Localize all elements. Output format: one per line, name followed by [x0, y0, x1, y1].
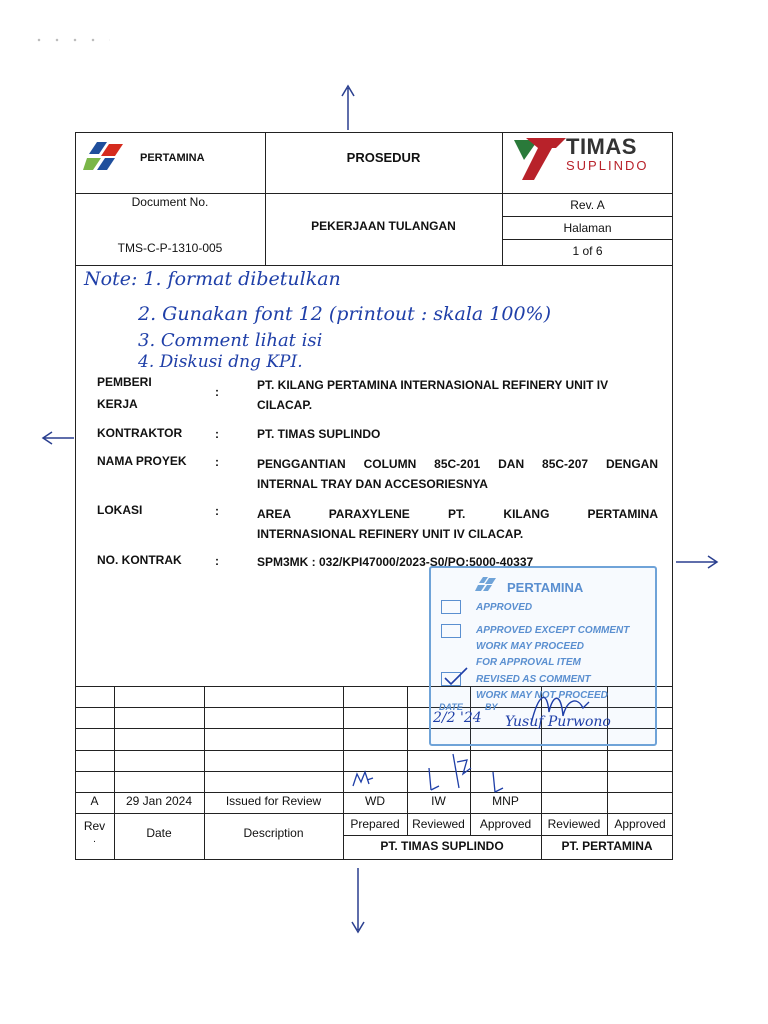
pemberi-value-2: CILACAP.	[257, 398, 313, 412]
rev-row-rev: A	[90, 794, 99, 808]
rev-table-h-7	[75, 813, 673, 814]
nama-proyek-value-1: PENGGANTIAN COLUMN 85C-201 DAN 85C-207 DENGAN	[257, 457, 658, 471]
arrow-up-icon	[338, 80, 358, 132]
lokasi-value-1: AREA PARAXYLENE PT. KILANG PERTAMINA	[257, 507, 658, 521]
stamp-opt-approved-except: APPROVED EXCEPT COMMENT	[476, 625, 630, 636]
header-h-4	[502, 239, 673, 240]
page-number: 1 of 6	[572, 244, 603, 258]
document-no-value: TMS-C-P-1310-005	[117, 241, 223, 255]
timas-logo-icon	[512, 136, 568, 182]
initial-signatures	[343, 752, 543, 794]
rev-header-approved-2: Approved	[614, 817, 666, 831]
checkmark-icon	[443, 666, 469, 686]
no-kontrak-value: SPM3MK : 032/KPI47000/2023-S0/PO:5000-40337	[257, 555, 534, 569]
kontraktor-label: KONTRAKTOR	[97, 426, 183, 440]
nama-proyek-sep: :	[215, 455, 219, 469]
header-bottom	[75, 265, 673, 266]
header-h-3	[502, 216, 673, 217]
rev-header-reviewed: Reviewed	[412, 817, 465, 831]
no-kontrak-label: NO. KONTRAK	[97, 553, 182, 567]
lokasi-value-2: INTERNASIONAL REFINERY UNIT IV CILACAP.	[257, 527, 524, 541]
pemberi-value-1: PT. KILANG PERTAMINA INTERNASIONAL REFINERY UNIT IV	[257, 378, 609, 392]
rev-label: Rev. A	[570, 198, 605, 212]
rev-row-approved: MNP	[492, 794, 519, 808]
stamp-signature	[527, 686, 597, 730]
stamp-by-label: BY	[485, 702, 498, 712]
document-subtitle: PEKERJAAN TULANGAN	[311, 219, 456, 233]
stamp-brand: PERTAMINA	[507, 580, 584, 595]
arrow-left-icon	[40, 428, 76, 448]
scan-specks	[30, 38, 110, 42]
rev-table-h-4	[75, 750, 673, 751]
handwritten-note-line-4: 4. Diskusi dng KPI.	[138, 352, 303, 372]
nama-proyek-label: NAMA PROYEK	[97, 454, 187, 468]
stamp-opt-work-may-proceed: WORK MAY PROCEED	[476, 641, 584, 652]
rev-header-date: Date	[146, 826, 172, 840]
rev-table-h-8	[343, 835, 673, 836]
pemberi-label-2: KERJA	[97, 397, 138, 411]
stamp-opt-revised: REVISED AS COMMENT	[476, 674, 591, 685]
approval-stamp	[429, 566, 657, 746]
rev-row-prepared: WD	[365, 794, 385, 808]
kontraktor-sep: :	[215, 427, 219, 441]
rev-header-dot: .	[93, 834, 96, 845]
stamp-pertamina-logo-icon	[475, 576, 503, 594]
rev-header-description: Description	[243, 826, 304, 840]
rev-row-reviewed: IW	[431, 794, 446, 808]
handwritten-note-line-3: 3. Comment lihat isi	[138, 330, 323, 351]
footer-owner: PT. PERTAMINA	[561, 839, 653, 853]
stamp-date-label: DATE	[439, 702, 463, 712]
stamp-by-value: Yusuf Purwono	[505, 714, 611, 730]
stamp-checkbox-approved-except	[441, 624, 461, 638]
stamp-date-value: 2/2 '24	[433, 710, 482, 726]
rev-header-reviewed-2: Reviewed	[547, 817, 601, 831]
document-title: PROSEDUR	[346, 150, 421, 165]
document-no-label: Document No.	[131, 195, 209, 209]
rev-row-description: Issued for Review	[225, 794, 322, 808]
nama-proyek-value-2: INTERNAL TRAY DAN ACCESORIESNYA	[257, 477, 488, 491]
stamp-checkbox-approved	[441, 600, 461, 614]
arrow-right-icon	[674, 552, 720, 572]
handwritten-note-line-2: 2. Gunakan font 12 (printout : skala 100%)	[138, 303, 552, 325]
header-h-2	[265, 193, 673, 194]
no-kontrak-sep: :	[215, 554, 219, 568]
rev-header-prepared: Prepared	[350, 817, 400, 831]
pertamina-logo-text: PERTAMINA	[140, 152, 205, 164]
halaman-label: Halaman	[563, 221, 612, 235]
stamp-opt-for-approval: FOR APPROVAL ITEM	[476, 657, 581, 668]
stamp-opt-approved: APPROVED	[476, 602, 533, 613]
arrow-down-icon	[348, 866, 368, 936]
lokasi-sep: :	[215, 504, 219, 518]
stamp-opt-work-may-not-proceed: WORK MAY NOT PROCEED	[476, 690, 608, 701]
pemberi-sep: :	[215, 385, 219, 399]
lokasi-label: LOKASI	[97, 503, 143, 517]
handwritten-note-line-1: Note: 1. format dibetulkan	[84, 268, 341, 290]
pertamina-logo-icon	[83, 140, 135, 174]
timas-logo-main: TIMAS	[566, 134, 637, 159]
kontraktor-value: PT. TIMAS SUPLINDO	[257, 427, 381, 441]
rev-row-date: 29 Jan 2024	[125, 794, 193, 808]
timas-logo-sub: SUPLINDO	[566, 158, 649, 173]
footer-contractor: PT. TIMAS SUPLINDO	[380, 839, 504, 853]
pemberi-label-1: PEMBERI	[97, 375, 152, 389]
rev-header-rev: Rev	[83, 819, 106, 833]
rev-header-approved: Approved	[479, 817, 532, 831]
header-h-1	[75, 193, 265, 194]
